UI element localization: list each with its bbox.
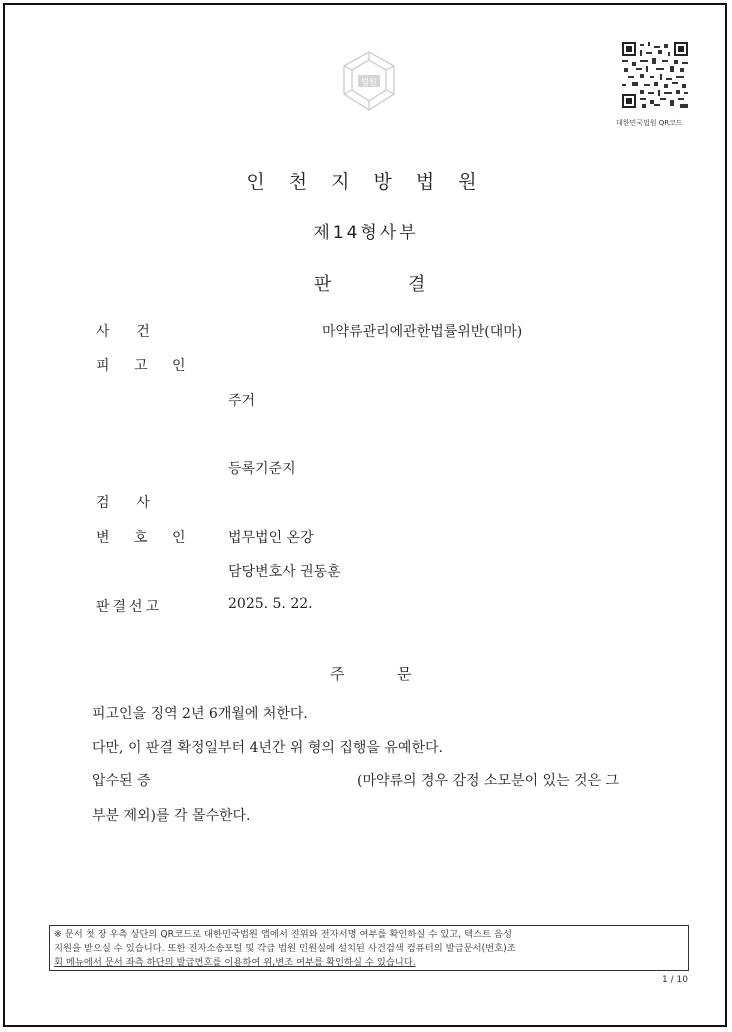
counsel-label: 변 호 인	[96, 530, 196, 546]
division-name: 제14형사부	[313, 223, 419, 243]
verification-notice	[49, 925, 689, 971]
court-name: 인 천 지 방 법 원	[246, 171, 486, 193]
svg-text:법원: 법원	[361, 77, 377, 87]
order-line-3-right: (마약류의 경우 감정 소모분이 있는 것은 그	[357, 773, 620, 789]
counsel-attorney: 담당변호사 권동훈	[228, 564, 341, 580]
judgment-title-1: 판	[314, 274, 332, 295]
judgment-title-2: 결	[408, 274, 426, 295]
order-title-1: 주	[330, 665, 345, 683]
case-label: 사 건	[96, 324, 150, 340]
page-number: 1 / 10	[662, 975, 688, 985]
order-line-3-left: 압수된 증	[92, 773, 151, 789]
case-value: 마약류관리에관한법률위반(대마)	[322, 324, 523, 340]
notice-line-1: ※ 문서 첫 장 우측 상단의 QR코드로 대한민국법원 앱에서 진위와 전자서명 여부를 확인하실 수 있고, 텍스트 음성	[54, 929, 512, 940]
order-line-4: 부분 제외)를 각 몰수한다.	[92, 808, 251, 824]
verdict-date-label: 판결선고	[96, 599, 163, 615]
qr-code-icon	[622, 42, 688, 108]
registry-label: 등록기준지	[228, 461, 296, 477]
address-label: 주거	[228, 393, 256, 409]
court-emblem-icon	[338, 46, 400, 118]
prosecutor-label: 검 사	[96, 495, 150, 511]
qr-code-label: 대한민국법원 QR코드	[616, 119, 683, 127]
notice-line-3: 회 메뉴에서 문서 좌측 하단의 발급번호를 이용하여 위,변조 여부를 확인하실 수 있습니다.	[54, 957, 416, 968]
notice-line-2: 지원을 받으실 수 있습니다. 또한 진자소송포털 및 각급 법원 민원실에 설치된 사건검색 컴퓨터의 발급문서(번호)조	[54, 943, 516, 954]
page-border	[3, 3, 727, 1027]
counsel-firm: 법무법인 온강	[228, 530, 314, 546]
defendant-label: 피 고 인	[96, 358, 196, 374]
order-title-2: 문	[397, 665, 412, 683]
order-line-1: 피고인을 징역 2년 6개월에 처한다.	[92, 706, 308, 722]
order-line-2: 다만, 이 판결 확정일부터 4년간 위 형의 집행을 유예한다.	[92, 740, 443, 756]
verdict-date-value: 2025. 5. 22.	[228, 596, 313, 612]
